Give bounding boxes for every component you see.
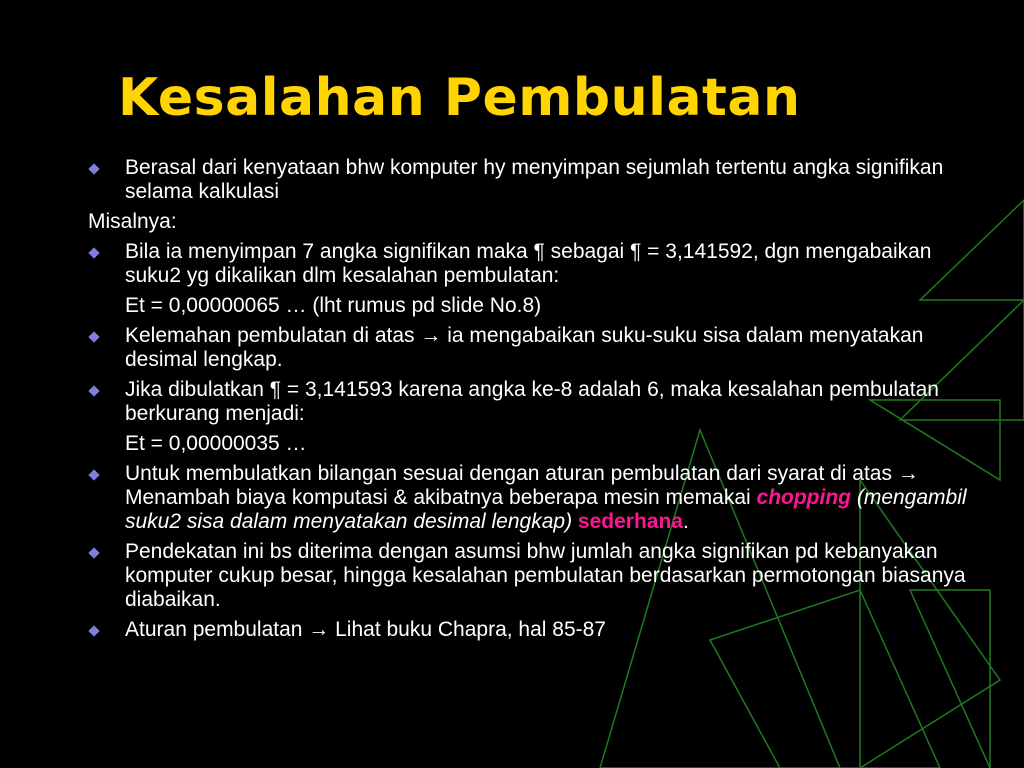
list-item [88,462,988,534]
formula-line: Et = 0,00000035 … [125,432,307,455]
list-item [88,618,988,642]
diamond-bullet-icon [88,163,99,174]
item-text: Kelemahan pembulatan di atas → ia mengabaikan suku-suku sisa dalam menyatakan desimal lengkap. [125,324,924,371]
list-item [88,378,988,426]
diamond-bullet-icon [88,469,99,480]
item-text: Jika dibulatkan ¶ = 3,141593 karena angka ke-8 adalah 6, maka kesalahan pembulatan berkurang menjadi: [125,378,939,425]
diamond-bullet-icon [88,625,99,636]
diamond-bullet-icon [88,547,99,558]
item-text: Untuk membulatkan bilangan sesuai dengan aturan pembulatan dari syarat di atas → Menambah biaya komputasi & akibatnya beberapa mesin memakai [125,462,919,509]
diamond-bullet-icon [88,331,99,342]
diamond-bullet-icon [88,247,99,258]
item-text: Bila ia menyimpan 7 angka signifikan maka ¶ sebagai ¶ = 3,141592, dgn mengabaikan suku2 yg dikalikan dlm kesalahan pembulatan: [125,240,932,287]
item-text: Pendekatan ini bs diterima dengan asumsi bhw jumlah angka signifikan pd kebanyakan komputer cukup besar, hingga kesalahan pembulatan berdasarkan permotongan biasanya diabaikan. [125,540,966,611]
item-text-end: . [682,510,689,533]
item-text: Berasal dari kenyataan bhw komputer hy menyimpan sejumlah tertentu angka signifikan selama kalkulasi [125,156,944,203]
list-item [88,324,988,372]
item-text-italic: (mengambil suku2 sisa dalam menyatakan desimal lengkap) [125,486,967,533]
list-item [88,240,988,288]
slide-body [88,156,988,648]
sederhana-term: sederhana [577,510,683,533]
list-item [88,156,988,204]
item-text: Aturan pembulatan → Lihat buku Chapra, hal 85-87 [125,618,606,641]
slide-title: Kesalahan Pembulatan [118,68,801,128]
formula-line: Et = 0,00000065 … (lht rumus pd slide No.8) [125,294,542,317]
diamond-bullet-icon [88,385,99,396]
misalnya-label: Misalnya: [88,210,177,233]
chopping-term: chopping [756,486,851,509]
list-item [88,540,988,612]
